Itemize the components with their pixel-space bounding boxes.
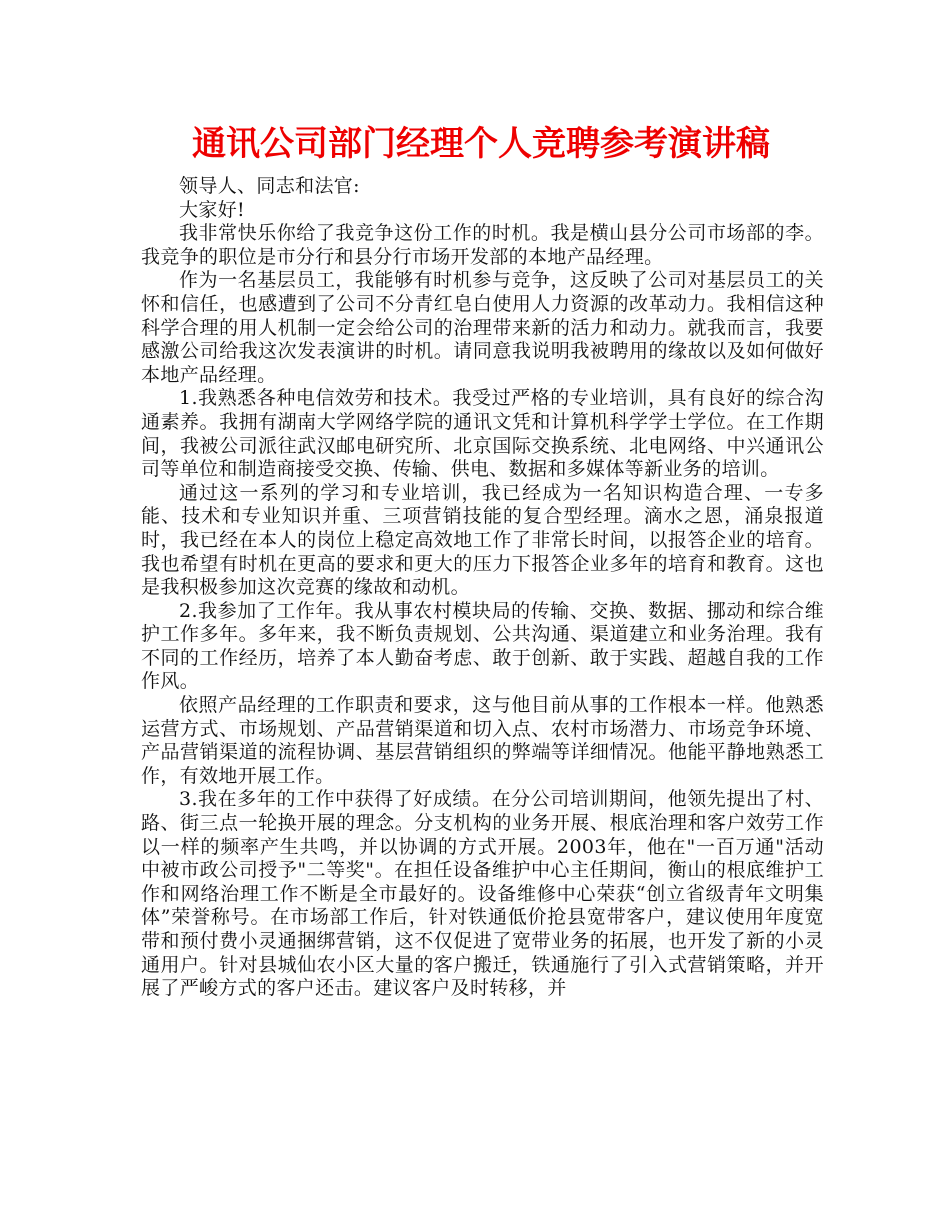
greeting: 大家好! xyxy=(179,198,246,221)
body-paragraph: 依照产品经理的工作职责和要求，这与他目前从事的工作根本一样。他熟悉运营方式、市场规划、产品营销渠道和切入点、农村市场潜力、市场竞争环境、产品营销渠道的流程协调、基层营销组织的弊端等详细情况。他能平静地熟悉工作，有效地开展工作。 xyxy=(141,694,824,787)
salutation: 领导人、同志和法官: xyxy=(179,175,360,197)
body-paragraph: 3.我在多年的工作中获得了好成绩。在分公司培训期间，他领先提出了村、路、街三点一轮换开展的理念。分支机构的业务开展、根底治理和客户效劳工作以一样的频率产生共鸣，并以协调的方式开展。2003年，他在"一百万通"活动中被市政公司授予"二等奖"。在担任设备维护中心主任期间，衡山的根底维护工作和网络治理工作不断是全市最好的。设备维修中心荣获“创立省级青年文明集体”荣誉称号。在市场部工作后，针对铁通低价抢县宽带客户，建议使用年度宽带和预付费小灵通捆绑营销，这不仅促进了宽带业务的拓展，也开发了新的小灵通用户。针对县城仙农小区大量的客户搬迁，铁通施行了引入式营销策略，并开展了严峻方式的客户还击。建议客户及时转移，并 xyxy=(141,788,824,1000)
document-page xyxy=(141,118,824,1001)
body-paragraph: 我非常快乐你给了我竞争这份工作的时机。我是横山县分公司市场部的李。我竞争的职位是市分行和县分行市场开发部的本地产品经理。 xyxy=(141,222,824,268)
document-body xyxy=(141,175,824,1001)
body-paragraph: 1.我熟悉各种电信效劳和技术。我受过严格的专业培训，具有良好的综合沟通素养。我拥有湖南大学网络学院的通讯文凭和计算机科学学士学位。在工作期间，我被公司派往武汉邮电研究所、北京国际交换系统、北电网络、中兴通讯公司等单位和制造商接受交换、传输、供电、数据和多媒体等新业务的培训。 xyxy=(141,387,824,481)
document-title: 通讯公司部门经理个人竞聘参考演讲稿 xyxy=(192,124,770,164)
body-paragraph: 2.我参加了工作年。我从事农村模块局的传输、交换、数据、挪动和综合维护工作多年。多年来，我不断负责规划、公共沟通、渠道建立和业务治理。我有不同的工作经历，培养了本人勤奋考虑、敢于创新、敢于实践、超越自我的工作作风。 xyxy=(141,599,824,693)
body-paragraph: 通过这一系列的学习和专业培训，我已经成为一名知识构造合理、一专多能、技术和专业知识并重、三项营销技能的复合型经理。滴水之恩，涌泉报道时，我已经在本人的岗位上稳定高效地工作了非常长时间，以报答企业的培育。我也希望有时机在更高的要求和更大的压力下报答企业多年的培育和教育。这也是我积极参加这次竞赛的缘故和动机。 xyxy=(141,481,824,599)
body-paragraph: 作为一名基层员工，我能够有时机参与竞争，这反映了公司对基层员工的关怀和信任，也感遭到了公司不分青红皂白使用人力资源的改革动力。我相信这种科学合理的用人机制一定会给公司的治理带来新的活力和动力。就我而言，我要感激公司给我这次发表演讲的时机。请同意我说明我被聘用的缘故以及如何做好本地产品经理。 xyxy=(141,269,824,386)
